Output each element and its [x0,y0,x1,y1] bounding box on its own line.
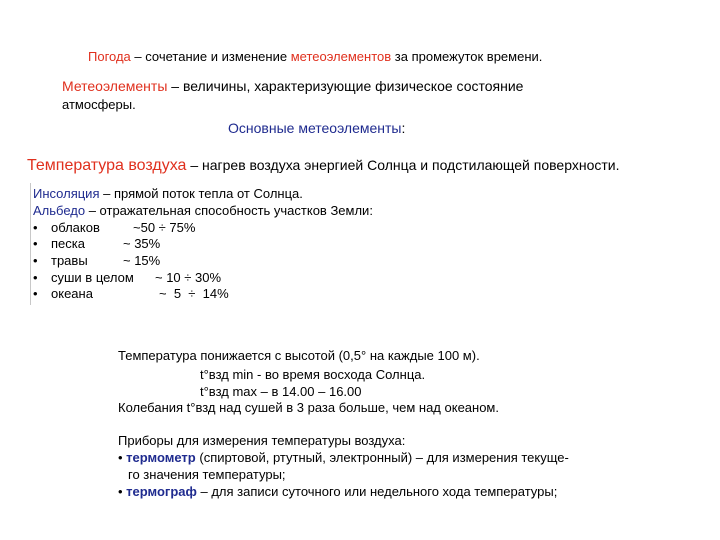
albedo-item-name: облаков [51,220,100,235]
albedo-list-item [33,220,195,236]
bullet-icon: • [33,220,38,235]
albedo-item-value: ~50 ÷ 75% [133,220,196,235]
albedo-list-item [33,270,221,286]
term-thermograph: термограф [126,484,197,499]
term-insolation: Инсоляция [33,186,100,201]
temperature-definition [27,157,619,174]
bullet-icon: • [118,484,127,499]
thermometer-text: (спиртовой, ртутный, электронный) – для измерения текуще- [195,450,569,465]
albedo-item-value: ~ 10 ÷ 30% [155,270,222,285]
bullet-icon: • [33,236,38,251]
definition-weather-tail: за промежуток времени. [391,49,543,64]
bullet-icon: • [33,270,38,285]
albedo-line [33,203,373,219]
bullet-icon: • [33,253,38,268]
main-heading [228,120,405,137]
main-heading-text: Основные метеоэлементы [228,120,402,136]
temperature-note-min: t°взд min - во время восхода Солнца. [200,367,426,382]
albedo-item-value: ~ 15% [123,253,161,268]
section-divider [30,183,32,305]
albedo-list-item [33,236,160,252]
term-thermometer: термометр [126,450,196,465]
instrument-thermometer [118,450,569,466]
definition-meteoelements-line1: – величины, характеризующие физическое состояние [167,78,524,94]
definition-weather-text: – сочетание и изменение [130,49,291,64]
definition-weather [88,49,542,65]
instruments-heading: Приборы для измерения температуры воздуха: [118,433,406,448]
albedo-item-value: ~ 35% [123,236,161,251]
term-meteoelements-highlight: метеоэлементов [290,49,392,64]
insolation-line [33,186,303,202]
bullet-icon: • [33,286,38,301]
temperature-note-max: t°взд max – в 14.00 – 16.00 [200,384,362,399]
albedo-item-name: суши в целом [51,270,134,285]
temperature-note-line1: Температура понижается с высотой (0,5° на каждые 100 м). [118,348,480,363]
term-albedo: Альбедо [33,203,86,218]
albedo-text: – отражательная способность участков Земли: [85,203,373,218]
instrument-thermometer-cont: го значения температуры; [128,467,286,482]
temperature-definition-text: – нагрев воздуха энергией Солнца и подстилающей поверхности. [186,157,620,173]
temperature-note-fluctuation: Колебания t°взд над сушей в 3 раза больше, чем над океаном. [118,400,499,415]
albedo-list-item [33,253,160,269]
term-meteoelements: Метеоэлементы [62,78,168,94]
definition-meteoelements [62,78,523,95]
bullet-icon: • [118,450,127,465]
albedo-item-name: травы [51,253,88,268]
main-heading-colon: : [401,120,406,136]
albedo-item-name: океана [51,286,93,301]
instrument-thermograph [118,484,557,500]
albedo-list-item [33,286,229,302]
albedo-item-name: песка [51,236,85,251]
term-air-temperature: Температура воздуха [27,157,187,174]
term-weather: Погода [88,49,131,64]
thermograph-text: – для записи суточного или недельного хода температуры; [196,484,558,499]
albedo-item-value: ~ 5 ÷ 14% [159,286,229,301]
definition-meteoelements-line2: атмосферы. [62,97,136,112]
insolation-text: – прямой поток тепла от Солнца. [99,186,303,201]
